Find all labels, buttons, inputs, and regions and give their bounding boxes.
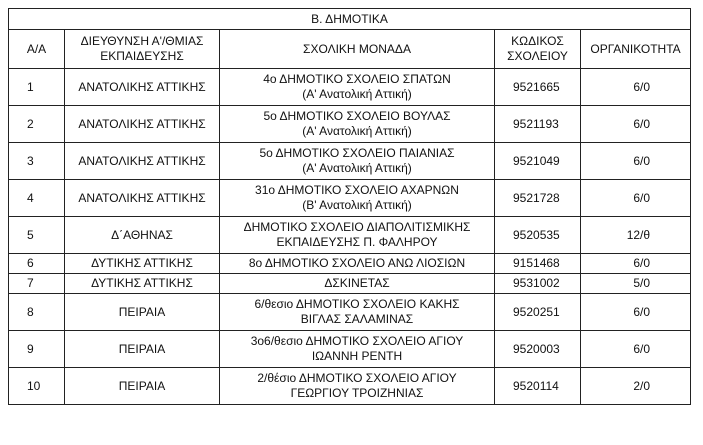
table-row <box>9 69 691 106</box>
school-name-line2: ΓΕΩΡΓΙΟΥ ΤΡΟΙΖΗΝΙΑΣ <box>290 386 424 400</box>
row-directorate: ΑΝΑΤΟΛΙΚΗΣ ΑΤΤΙΚΗΣ <box>65 69 220 106</box>
row-org: 6/0 <box>581 331 691 368</box>
row-school <box>220 217 495 254</box>
row-school <box>220 331 495 368</box>
row-aa: 3 <box>9 143 65 180</box>
table-row <box>9 106 691 143</box>
header-aa: Α/Α <box>9 30 65 69</box>
row-org: 5/0 <box>581 274 691 294</box>
section-title: Β. ΔΗΜΟΤΙΚΑ <box>9 9 691 30</box>
header-row <box>9 30 691 69</box>
row-school <box>220 254 495 274</box>
table-row <box>9 217 691 254</box>
row-aa: 1 <box>9 69 65 106</box>
row-code: 9521665 <box>495 69 581 106</box>
row-aa: 7 <box>9 274 65 294</box>
row-code: 9520251 <box>495 294 581 331</box>
school-name-line1: 2/θέσιο ΔΗΜΟΤΙΚΟ ΣΧΟΛΕΙΟ ΑΓΙΟΥ <box>257 371 457 385</box>
row-directorate: ΔΥΤΙΚΗΣ ΑΤΤΙΚΗΣ <box>65 274 220 294</box>
row-directorate: Δ΄ΑΘΗΝΑΣ <box>65 217 220 254</box>
row-aa: 9 <box>9 331 65 368</box>
row-code: 9521193 <box>495 106 581 143</box>
table-row <box>9 294 691 331</box>
school-name-line1: 4ο ΔΗΜΟΤΙΚΟ ΣΧΟΛΕΙΟ ΣΠΑΤΩΝ <box>263 72 451 86</box>
row-school <box>220 368 495 405</box>
table-row <box>9 368 691 405</box>
row-org: 6/0 <box>581 69 691 106</box>
header-school: ΣΧΟΛΙΚΗ ΜΟΝΑΔΑ <box>220 30 495 69</box>
row-code: 9151468 <box>495 254 581 274</box>
section-title-row <box>9 9 691 30</box>
row-org: 6/0 <box>581 106 691 143</box>
row-org: 2/0 <box>581 368 691 405</box>
school-name-line1: 31ο ΔΗΜΟΤΙΚΟ ΣΧΟΛΕΙΟ ΑΧΑΡΝΩΝ <box>255 183 459 197</box>
row-directorate: ΠΕΙΡΑΙΑ <box>65 368 220 405</box>
header-directorate: ΔΙΕΥΘΥΝΣΗ Α'/ΘΜΙΑΣ ΕΚΠΑΙΔΕΥΣΗΣ <box>65 30 220 69</box>
school-name-line1: 6/θεσιο ΔΗΜΟΤΙΚΟ ΣΧΟΛΕΙΟ ΚΑΚΗΣ <box>254 297 460 311</box>
row-school <box>220 69 495 106</box>
row-aa: 5 <box>9 217 65 254</box>
school-name-line2: (Β' Ανατολική Αττική) <box>302 198 412 212</box>
table-row <box>9 331 691 368</box>
row-school <box>220 106 495 143</box>
table-row <box>9 254 691 274</box>
school-name-line2: (Α' Ανατολική Αττική) <box>302 124 412 138</box>
row-org: 6/0 <box>581 180 691 217</box>
header-org: ΟΡΓΑΝΙΚΟΤΗΤΑ <box>581 30 691 69</box>
row-org: 6/0 <box>581 143 691 180</box>
school-name-line2: ΒΙΓΛΑΣ ΣΑΛΑΜΙΝΑΣ <box>300 312 414 326</box>
row-directorate: ΑΝΑΤΟΛΙΚΗΣ ΑΤΤΙΚΗΣ <box>65 143 220 180</box>
row-code: 9531002 <box>495 274 581 294</box>
row-school <box>220 294 495 331</box>
school-name-line2: (Α' Ανατολική Αττική) <box>302 161 412 175</box>
school-name-line1: 3ο6/θεσιο ΔΗΜΟΤΙΚΟ ΣΧΟΛΕΙΟ ΑΓΙΟΥ <box>250 334 464 348</box>
row-org: 6/0 <box>581 254 691 274</box>
table-row <box>9 143 691 180</box>
row-directorate: ΠΕΙΡΑΙΑ <box>65 331 220 368</box>
school-name-line1: ΔΣΚΙΝΕΤΑΣ <box>324 276 390 290</box>
row-code: 9521049 <box>495 143 581 180</box>
row-aa: 10 <box>9 368 65 405</box>
table-row <box>9 180 691 217</box>
row-directorate: ΠΕΙΡΑΙΑ <box>65 294 220 331</box>
row-directorate: ΔΥΤΙΚΗΣ ΑΤΤΙΚΗΣ <box>65 254 220 274</box>
row-directorate: ΑΝΑΤΟΛΙΚΗΣ ΑΤΤΙΚΗΣ <box>65 180 220 217</box>
school-name-line1: ΔΗΜΟΤΙΚΟ ΣΧΟΛΕΙΟ ΔΙΑΠΟΛΙΤΙΣΜΙΚΗΣ <box>243 220 471 234</box>
row-org: 6/0 <box>581 294 691 331</box>
row-aa: 8 <box>9 294 65 331</box>
school-name-line2: (Α' Ανατολική Αττική) <box>302 87 412 101</box>
header-code: ΚΩΔΙΚΟΣ ΣΧΟΛΕΙΟΥ <box>495 30 581 69</box>
row-school <box>220 180 495 217</box>
row-school <box>220 274 495 294</box>
school-name-line2: ΕΚΠΑΙΔΕΥΣΗΣ Π. ΦΑΛΗΡΟΥ <box>276 235 438 249</box>
school-name-line1: 8ο ΔΗΜΟΤΙΚΟ ΣΧΟΛΕΙΟ ΑΝΩ ΛΙΟΣΙΩΝ <box>248 256 466 270</box>
row-aa: 2 <box>9 106 65 143</box>
row-code: 9520003 <box>495 331 581 368</box>
school-name-line1: 5ο ΔΗΜΟΤΙΚΟ ΣΧΟΛΕΙΟ ΠΑΙΑΝΙΑΣ <box>259 146 455 160</box>
row-school <box>220 143 495 180</box>
row-aa: 6 <box>9 254 65 274</box>
row-code: 9520535 <box>495 217 581 254</box>
row-directorate: ΑΝΑΤΟΛΙΚΗΣ ΑΤΤΙΚΗΣ <box>65 106 220 143</box>
row-org: 12/θ <box>581 217 691 254</box>
row-aa: 4 <box>9 180 65 217</box>
school-name-line1: 5ο ΔΗΜΟΤΙΚΟ ΣΧΟΛΕΙΟ ΒΟΥΛΑΣ <box>263 109 451 123</box>
table-row <box>9 274 691 294</box>
row-code: 9520114 <box>495 368 581 405</box>
schools-table <box>8 8 691 405</box>
school-name-line2: ΙΩΑΝΝΗ ΡΕΝΤΗ <box>311 349 403 363</box>
row-code: 9521728 <box>495 180 581 217</box>
